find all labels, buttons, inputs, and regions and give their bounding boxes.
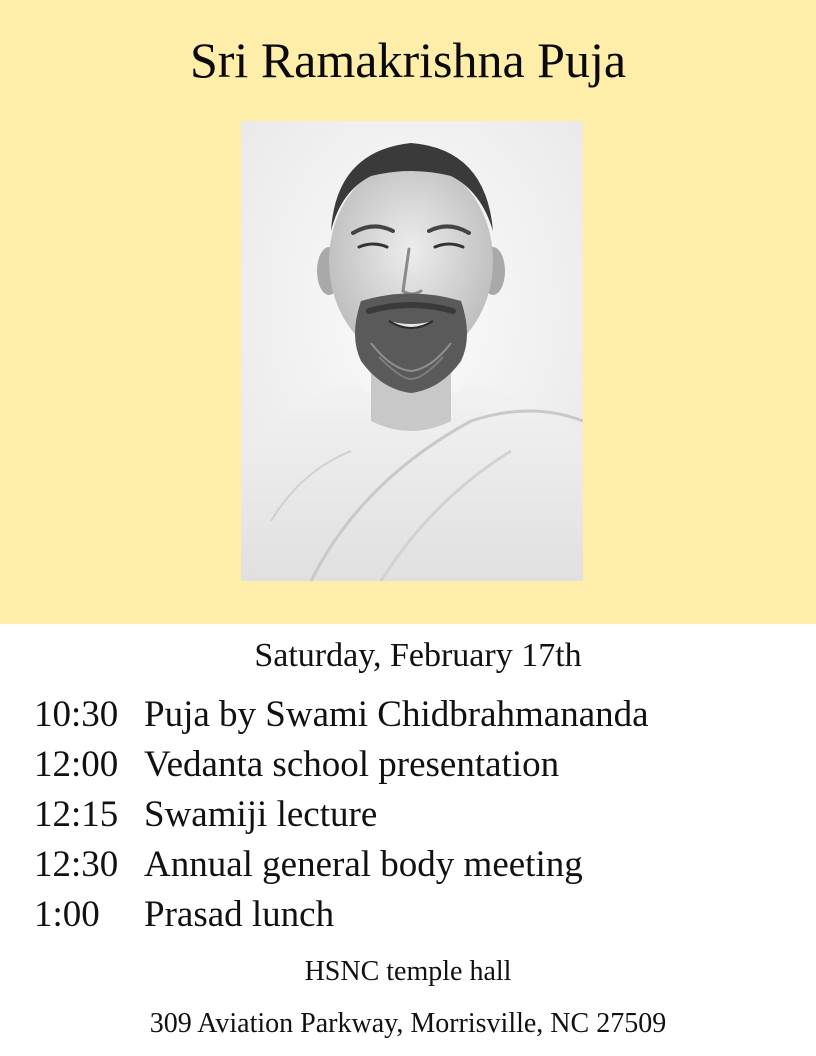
schedule-event: Vedanta school presentation <box>144 744 560 785</box>
portrait-photo <box>241 121 583 581</box>
schedule-item <box>34 790 804 840</box>
schedule-item <box>34 840 804 890</box>
schedule-time: 12:30 <box>34 844 119 885</box>
schedule-time: 12:00 <box>34 744 119 785</box>
portrait-illustration <box>241 121 583 581</box>
schedule-list <box>34 690 804 940</box>
schedule-time: 1:00 <box>34 894 100 935</box>
schedule-event: Puja by Swami Chidbrahmananda <box>144 694 649 735</box>
schedule-event: Annual general body meeting <box>144 844 583 885</box>
flyer-title: Sri Ramakrishna Puja <box>189 32 627 88</box>
schedule-time: 10:30 <box>34 694 119 735</box>
venue-address: 309 Aviation Parkway, Morrisville, NC 27509 <box>149 1008 667 1039</box>
schedule-event: Swamiji lecture <box>144 794 378 835</box>
schedule-item <box>34 740 804 790</box>
event-date: Saturday, February 17th <box>254 637 582 674</box>
schedule-item <box>34 690 804 740</box>
schedule-event: Prasad lunch <box>144 894 335 935</box>
schedule-time: 12:15 <box>34 794 119 835</box>
schedule-item <box>34 890 804 940</box>
venue-name: HSNC temple hall <box>304 956 512 987</box>
